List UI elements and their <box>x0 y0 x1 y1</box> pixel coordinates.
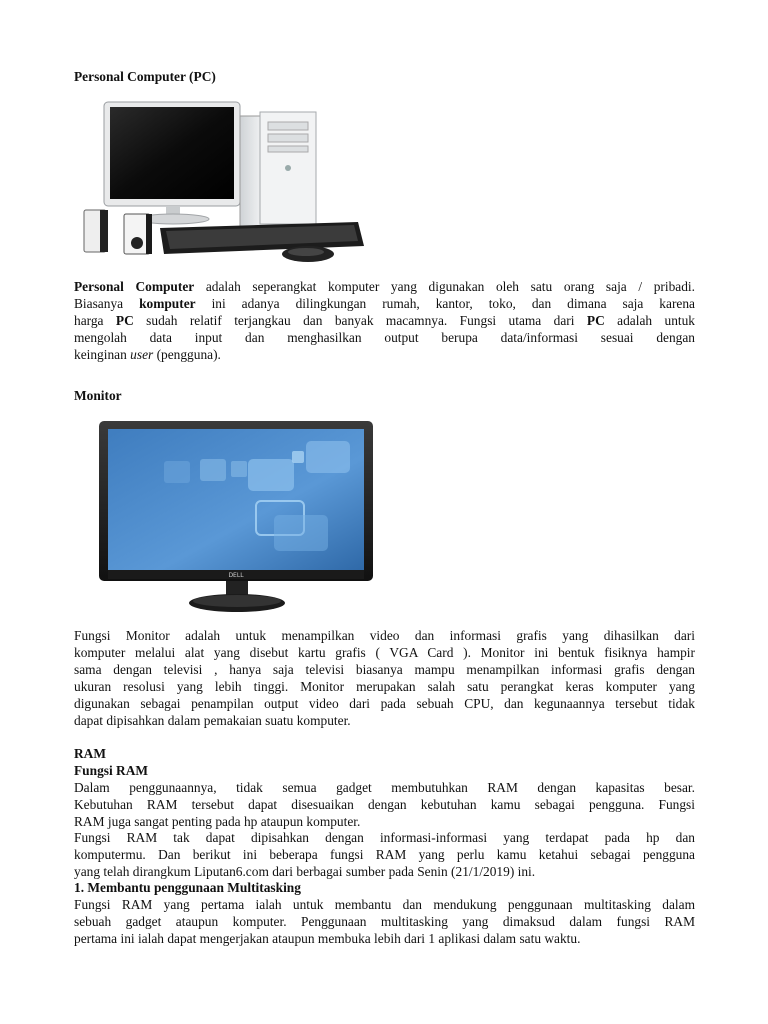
pc-line-1 <box>74 279 695 296</box>
monitor-line: digunakan sebagai penampilan output video dari pada sebuah CPU, dan kegunaannya tersebut tidak <box>74 695 695 711</box>
ram-subheading: Fungsi RAM <box>74 763 149 778</box>
italic-term: user <box>130 346 154 362</box>
monitor-image <box>96 419 376 617</box>
ram-line: pertama ini ialah dapat mengerjakan ataupun membuka lebih dari 1 aplikasi dalam satu waktu. <box>74 930 581 946</box>
monitor-line: ukuran resolusi yang lebih tinggi. Monitor merupakan salah satu perangkat keras komputer yang <box>74 678 695 694</box>
bold-term: PC <box>586 312 605 328</box>
line-text: keinginan <box>74 346 131 362</box>
ram-paragraph-2 <box>74 830 695 881</box>
pc-image <box>78 98 368 264</box>
pc-heading: Personal Computer (PC) <box>74 69 216 84</box>
ram-point-1-heading: 1. Membantu penggunaan Multitasking <box>74 880 301 895</box>
line-text: sudah relatif terjangkau dan banyak macamnya. Fungsi utama dari <box>133 312 587 328</box>
ram-line: yang telah dirangkum Liputan6.com dari berbagai sumber pada Senin (21/1/2019) ini. <box>74 863 536 879</box>
monitor-line: dapat dipisahkan dalam pemakaian suatu komputer. <box>74 712 351 728</box>
ram-line: RAM juga sangat penting pada hp ataupun komputer. <box>74 813 361 829</box>
monitor-line: komputer melalui alat yang disebut kartu grafis ( VGA Card ). Monitor ini bentuk fisiknya hampir <box>74 644 695 660</box>
pc-line-4: mengolah data input dan menghasilkan output berupa data/informasi sesuai dengan <box>74 329 695 345</box>
line-text: adalah seperangkat komputer yang digunakan oleh satu orang saja / pribadi. <box>194 279 695 294</box>
monitor-heading: Monitor <box>74 388 122 403</box>
bold-term: PC <box>115 312 134 328</box>
pc-line-3 <box>74 313 695 330</box>
ram-paragraph-1 <box>74 780 695 831</box>
pc-line-5 <box>74 347 695 364</box>
pc-line-2 <box>74 296 695 313</box>
line-text: adalah untuk <box>604 312 696 328</box>
ram-line: Fungsi RAM yang pertama ialah untuk membantu dan mendukung penggunaan multitasking dalam <box>74 897 695 912</box>
monitor-paragraph <box>74 628 695 729</box>
ram-point-1-paragraph <box>74 897 695 948</box>
line-text: ini adanya dilingkungan rumah, kantor, toko, dan dimana saja karena <box>195 295 695 311</box>
ram-line: komputermu. Dan berikut ini beberapa fungsi RAM yang perlu kamu ketahui sebagai pengguna <box>74 846 695 862</box>
bold-term: Personal Computer <box>74 279 195 294</box>
line-text: (pengguna). <box>153 346 221 362</box>
ram-line: Dalam penggunaannya, tidak semua gadget membutuhkan RAM dengan kapasitas besar. <box>74 780 695 795</box>
ram-heading: RAM <box>74 746 106 761</box>
pc-paragraph <box>74 279 695 364</box>
line-text: harga <box>74 312 116 328</box>
monitor-brand: DELL <box>228 572 244 579</box>
monitor-line: Fungsi Monitor adalah untuk menampilkan video dan informasi grafis yang dihasilkan dari <box>74 628 695 643</box>
ram-line: Kebutuhan RAM tersebut dapat disesuaikan dengan kebutuhan kamu sebagai pengguna. Fungsi <box>74 796 695 812</box>
ram-line: Fungsi RAM tak dapat dipisahkan dengan informasi-informasi yang terdapat pada hp dan <box>74 830 695 845</box>
monitor-line: sama dengan televisi , hanya saja televisi biasanya mampu menampilkan informasi grafis dengan <box>74 661 695 677</box>
bold-term: komputer <box>139 295 196 311</box>
ram-line: sebuah gadget ataupun komputer. Penggunaan multitasking yang dimaksud dalam fungsi RAM <box>74 913 695 929</box>
line-text: Biasanya <box>74 295 140 311</box>
